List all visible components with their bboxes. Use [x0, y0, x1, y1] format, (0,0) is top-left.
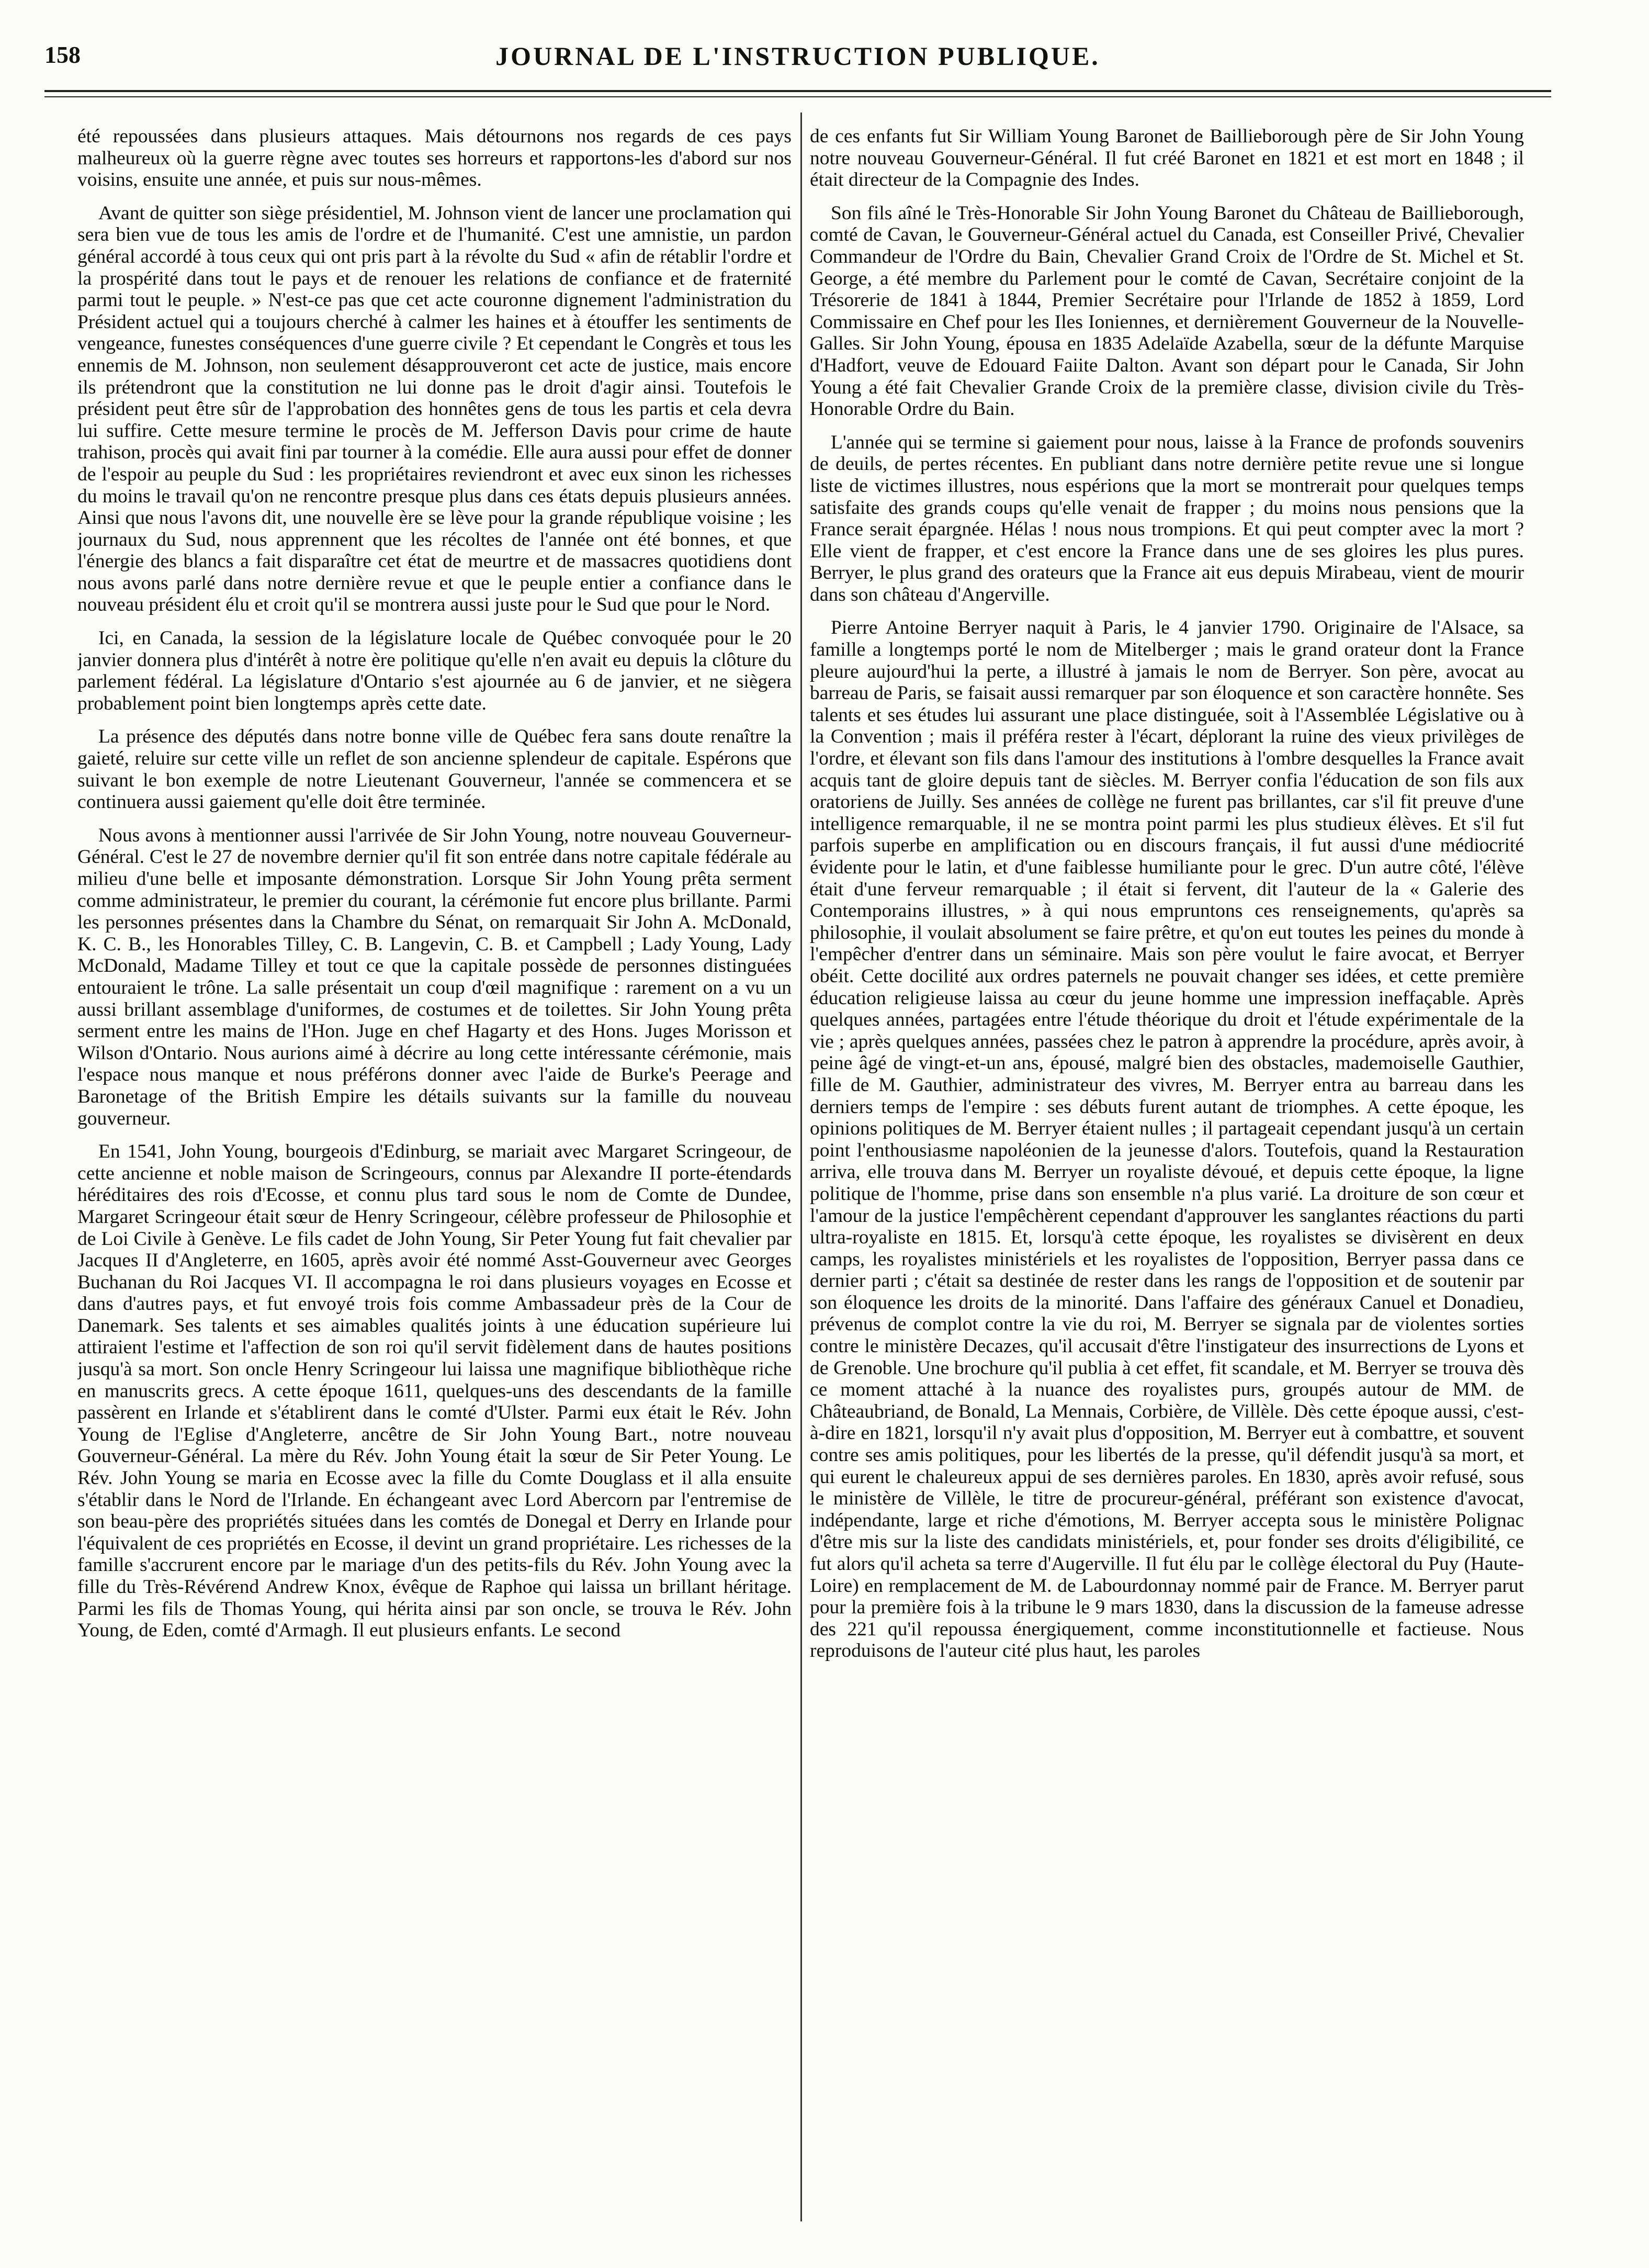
page-header [44, 41, 1551, 77]
paragraph: Nous avons à mentionner aussi l'arrivée de Sir John Young, notre nouveau Gouverneur-Général. C'est le 27 de novembre dernier qu'il fit son entrée dans notre capitale fédérale au milieu d'une belle et imposante démonstration. Lorsque Sir John Young prêta serment comme administrateur, le premier du courant, la cérémonie fut encore plus brillante. Parmi les personnes présentes dans la Chambre du Sénat, on remarquait Sir John A. McDonald, K. C. B., les Honorables Tilley, C. B. Langevin, C. B. et Campbell ; Lady Young, Lady McDonald, Madame Tilley et tout ce que la capitale possède de personnes distinguées entouraient le trône. La salle présentait un coup d'œil magnifique : rarement on a vu un aussi brillant assemblage d'uniformes, de costumes et de toilettes. Sir John Young prêta serment entre les mains de l'Hon. Juge en chef Hagarty et des Hons. Juges Morisson et Wilson d'Ontario. Nous aurions aimé à décrire au long cette intéressante cérémonie, mais l'espace nous manque et nous préférons donner avec l'aide de Burke's Peerage and Baronetage of the British Empire les détails suivants sur la famille du nouveau gouverneur. [77, 824, 792, 1129]
paragraph: Pierre Antoine Berryer naquit à Paris, le 4 janvier 1790. Originaire de l'Alsace, sa famille a longtemps porté le nom de Mitelberger ; mais le grand orateur dont la France pleure aujourd'hui la perte, a illustré à jamais le nom de Berryer. Son père, avocat au barreau de Paris, se faisait aussi remarquer par son éloquence et son caractère honnête. Ses talents et ses études lui assurant une place distinguée, soit à l'Assemblée Législative ou à la Convention ; mais il préféra rester à l'écart, déplorant la ruine des vieux privilèges de l'ordre, et élevant son fils dans l'amour des institutions à l'ombre desquelles la France avait acquis tant de gloire depuis tant de siècles. M. Berryer confia l'éducation de son fils aux oratoriens de Juilly. Ses années de collège ne furent pas brillantes, car s'il fit preuve d'une intelligence remarquable, il ne se montra point parmi les plus studieux élèves. Et s'il fut parfois superbe en amplification ou en discours français, il fut aussi d'une médiocrité évidente pour le latin, et d'une faiblesse humiliante pour le grec. D'un autre côté, l'élève était d'une ferveur remarquable ; il était si fervent, dit l'auteur de la « Galerie des Contemporains illustres, » à qui nous empruntons ces renseignements, qu'après sa philosophie, il voulait absolument se faire prêtre, et qu'on eut toutes les peines du monde à l'empêcher d'entrer dans un séminaire. Mais son père voulut le faire avocat, et Berryer obéit. Cette docilité aux ordres paternels ne pouvait changer ses idées, et cette première éducation religieuse laissa au cœur du jeune homme une impression ineffaçable. Après quelques années, partagées entre l'étude théorique du droit et l'étude expérimentale de la vie ; après quelques années, passées chez le patron à apprendre la procédure, après avoir, à peine âgé de vingt-et-un ans, épousé, malgré bien des obstacles, mademoiselle Gauthier, fille de M. Gauthier, administrateur des vivres, M. Berryer entra au barreau dans les derniers temps de l'empire : ses débuts furent autant de triomphes. A cette époque, les opinions politiques de M. Berryer étaient nulles ; il partageait cependant jusqu'à un certain point l'enthousiasme napoléonien de la jeunesse d'alors. Toutefois, quand la Restauration arriva, elle trouva dans M. Berryer un royaliste dévoué, et depuis cette époque, la ligne politique de l'homme, prise dans son ensemble n'a plus varié. La droiture de son cœur et l'amour de la justice l'empêchèrent cependant d'approuver les sanglantes réactions du parti ultra-royaliste en 1815. Et, lorsqu'à cette époque, les royalistes se divisèrent en deux camps, les royalistes ministériels et les royalistes de l'opposition, Berryer passa dans ce dernier parti ; c'était sa destinée de rester dans les rangs de l'opposition et de soutenir par son éloquence les droits de la minorité. Dans l'affaire des généraux Canuel et Donadieu, prévenus de complot contre la vie du roi, M. Berryer se signala par de violentes sorties contre le ministère Decazes, qu'il accusait d'être l'instigateur des insurrections de Lyons et de Grenoble. Une brochure qu'il publia à cet effet, fit scandale, et M. Berryer se trouva dès ce moment attaché à la nuance des royalistes purs, groupés autour de MM. de Châteaubriand, de Bonald, La Mennais, Corbière, de Villèle. Dès cette époque aussi, c'est-à-dire en 1821, lorsqu'il n'y avait plus d'opposition, M. Berryer eut à combattre, et souvent contre ses amis politiques, pour les libertés de la presse, qu'il défendit jusqu'à sa mort, et qui eurent le chaleureux appui de ses dernières paroles. En 1830, après avoir refusé, sous le ministère de Villèle, le titre de procureur-général, préférant son existence d'avocat, indépendante, large et riche d'émotions, M. Berryer accepta sous le ministère Polignac d'être mis sur la liste des candidats ministériels, et, pour fonder ses droits d'éligibilité, ce fut alors qu'il acheta sa terre d'Augerville. Il fut élu par le collège électoral du Puy (Haute-Loire) en remplacement de M. de Labourdonnay nommé pair de France. M. Berryer parut pour la première fois à la tribune le 9 mars 1830, dans la discussion de la fameuse adresse des 221 qu'il repoussa énergiquement, comme inconstitutionnelle et factieuse. Nous reproduisons de l'auteur cité plus haut, les paroles [810, 617, 1524, 1662]
page-number: 158 [44, 41, 81, 68]
paragraph: L'année qui se termine si gaiement pour nous, laisse à la France de profonds souvenirs de deuils, de pertes récentes. En publiant dans notre dernière petite revue une si longue liste de victimes illustres, nous espérions que la mort se montrerait pour quelques temps satisfaite des grands coups qu'elle venait de frapper ; du moins nous pensions que la France serait épargnée. Hélas ! nous nous trompions. Et qui peut compter avec la mort ? Elle vient de frapper, et c'est encore la France dans une de ses gloires les plus pures. Berryer, le plus grand des orateurs que la France ait eus depuis Mirabeau, vient de mourir dans son château d'Angerville. [810, 431, 1524, 605]
paragraph: de ces enfants fut Sir William Young Baronet de Baillieborough père de Sir John Young notre nouveau Gouverneur-Général. Il fut créé Baronet en 1821 et est mort en 1848 ; il était directeur de la Compagnie des Indes. [810, 126, 1524, 191]
paragraph: La présence des députés dans notre bonne ville de Québec fera sans doute renaître la gaieté, reluire sur cette ville un reflet de son ancienne splendeur de capitale. Espérons que suivant le bon exemple de notre Lieutenant Gouverneur, l'année se commencera et se continuera aussi gaiement qu'elle doit être terminée. [77, 726, 792, 813]
paragraph: Avant de quitter son siège présidentiel, M. Johnson vient de lancer une proclamation qui sera bien vue de tous les amis de l'ordre et de l'humanité. C'est une amnistie, un pardon général accordé à tous ceux qui ont pris part à la révolte du Sud « afin de rétablir l'ordre et la prospérité dans tout le pays et de renouer les relations de confiance et de fraternité parmi tout le peuple. » N'est-ce pas que cet acte couronne dignement l'administration du Président actuel qui a toujours cherché à calmer les haines et à étouffer les sentiments de vengeance, funestes conséquences d'une guerre civile ? Et cependant le Congrès et tous les ennemis de M. Johnson, non seulement désapprouveront cet acte de justice, mais encore ils prétendront que la constitution ne lui donne pas le droit d'agir ainsi. Toutefois le président peut être sûr de l'approbation des honnêtes gens de tous les partis et cela devra lui suffire. Cette mesure termine le procès de M. Jefferson Davis pour crime de haute trahison, procès qui avait fini par tourner à la comédie. Elle aura aussi pour effet de donner de l'espoir au peuple du Sud : les propriétaires reviendront et avec eux sinon les richesses du moins le travail qu'on ne rencontre presque plus dans ces états depuis plusieurs années. Ainsi que nous l'avons dit, une nouvelle ère se lève pour la grande république voisine ; les journaux du Sud, nous apprennent que les récoltes de l'année ont été bonnes, et que l'énergie des blancs a fait disparaître cet état de meurtre et de massacres quotidiens dont nous avons parlé dans notre dernière revue et que le peuple entier a confiance dans le nouveau président élu et croit qu'il se montrera aussi juste pour le Sud que pour le Nord. [77, 202, 792, 616]
journal-title: JOURNAL DE L'INSTRUCTION PUBLIQUE. [495, 41, 1100, 71]
paragraph: En 1541, John Young, bourgeois d'Edinburg, se mariait avec Margaret Scringeour, de cette ancienne et noble maison de Scringeours, connus par Alexandre II porte-étendards héréditaires des rois d'Ecosse, et connu plus tard sous le nom de Comte de Dundee, Margaret Scringeour était sœur de Henry Scringeour, célèbre professeur de Philosophie et de Loi Civile à Genève. Le fils cadet de John Young, Sir Peter Young fut fait chevalier par Jacques II d'Angleterre, en 1605, après avoir été nommé Asst-Gouverneur avec Georges Buchanan du Roi Jacques VI. Il accompagna le roi dans plusieurs voyages en Ecosse et dans d'autres pays, et fut envoyé trois fois comme Ambassadeur près de la Cour de Danemark. Ses talents et ses aimables qualités joints à une éducation supérieure lui attiraient l'estime et l'affection de son roi qu'il servit fidèlement dans de hautes positions jusqu'à sa mort. Son oncle Henry Scringeour lui laissa une magnifique bibliothèque riche en manuscrits grecs. A cette époque 1611, quelques-uns des descendants de la famille passèrent en Irlande et s'établirent dans le comté d'Ulster. Parmi eux était le Rév. John Young de l'Eglise d'Angleterre, ancêtre de Sir John Young Bart., notre nouveau Gouverneur-Général. La mère du Rév. John Young était la sœur de Sir Peter Young. Le Rév. John Young se maria en Ecosse avec la fille du Comte Douglass et il alla ensuite s'établir dans le Nord de l'Irlande. En échangeant avec Lord Abercorn par l'entremise de son beau-père des propriétés situées dans les comtés de Donegal et Derry en Irlande pour l'équivalent de ces propriétés en Ecosse, il devint un grand propriétaire. Les richesses de la famille s'accrurent encore par le mariage d'un des petits-fils du Rév. John Young avec la fille du Très-Révérend Andrew Knox, évêque de Raphoe qui laissa un brillant héritage. Parmi les fils de Thomas Young, qui hérita ainsi par son oncle, se trouva le Rév. John Young, de Eden, comté d'Armagh. Il eut plusieurs enfants. Le second [77, 1141, 792, 1642]
header-rule-thick [44, 90, 1551, 92]
paragraph: Son fils aîné le Très-Honorable Sir John Young Baronet du Château de Baillieborough, comté de Cavan, le Gouverneur-Général actuel du Canada, est Conseiller Privé, Chevalier Commandeur de l'Ordre du Bain, Chevalier Grand Croix de l'Ordre de St. Michel et St. George, a été membre du Parlement pour le comté de Cavan, Secrétaire conjoint de la Trésorerie de 1841 à 1844, Premier Secrétaire pour l'Irlande de 1852 à 1859, Lord Commissaire en Chef pour les Iles Ioniennes, et dernièrement Gouverneur de la Nouvelle-Galles. Sir John Young, épousa en 1835 Adelaïde Azabella, sœur de la défunte Marquise d'Hadfort, veuve de Edouard Faiite Dalton. Avant son départ pour le Canada, Sir John Young a été fait Chevalier Grande Croix de la première classe, division civile du Très-Honorable Ordre du Bain. [810, 202, 1524, 420]
header-rule-thin [44, 96, 1551, 97]
paragraph: été repoussées dans plusieurs attaques. Mais détournons nos regards de ces pays malheureux où la guerre règne avec toutes ses horreurs et rapportons-les d'abord sur nos voisins, ensuite une année, et puis sur nous-mêmes. [77, 126, 792, 191]
left-column [77, 126, 792, 2229]
column-divider [800, 113, 802, 2221]
right-column [810, 126, 1524, 2229]
paragraph: Ici, en Canada, la session de la législature locale de Québec convoquée pour le 20 janvier donnera plus d'intérêt à notre ère politique qu'elle n'en avait eu depuis la clôture du parlement fédéral. La législature d'Ontario s'est ajournée au 6 de janvier, et ne siègera probablement point bien longtemps après cette date. [77, 627, 792, 714]
